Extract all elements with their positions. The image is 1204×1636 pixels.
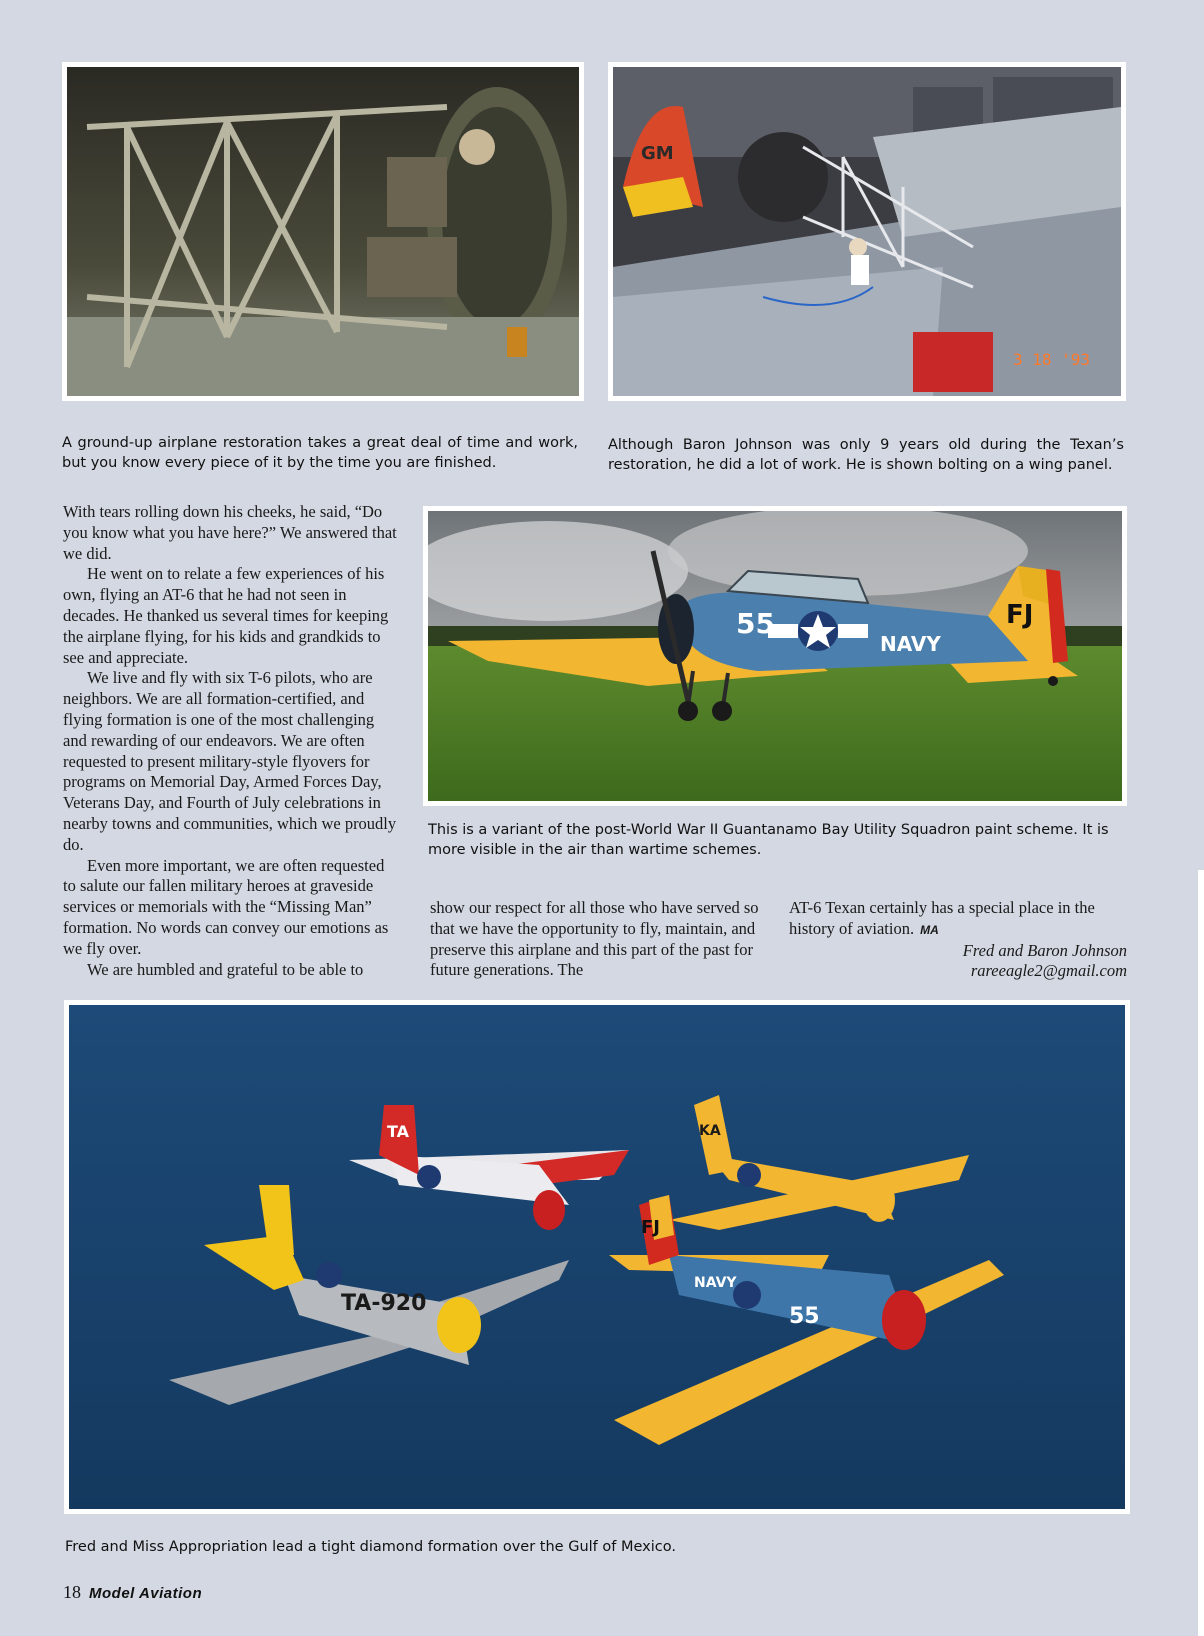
article-column-2: [430, 898, 766, 981]
caption-formation: Fred and Miss Appropriation lead a tight diamond formation over the Gulf of Mexico.: [65, 1539, 676, 1555]
restoration-fuselage-image: [67, 67, 579, 396]
photo-restoration-shop: [608, 62, 1126, 401]
formation-fj-navy: NAVY: [694, 1275, 737, 1291]
article-col1-paragraph: We live and fly with six T-6 pilots, who are neighbors. We are all formation-certified, and flying formation is one of the most challenging and rewarding of our endeavors. We are often requested to present military-style flyovers for programs on Memorial Day, Armed Forces Day, Veterans Day, and Fourth of July celebrations in nearby towns and communities, which we proudly do.: [63, 668, 397, 854]
caption-restoration-fuselage: A ground-up airplane restoration takes a great deal of time and work, but you know every piece of it by the time you are finished.: [62, 435, 578, 471]
navy-texan-number: 55: [736, 607, 775, 640]
photo-restoration-fuselage: [62, 62, 584, 401]
article-col3-paragraph: [789, 898, 1127, 941]
caption-restoration-shop: Although Baron Johnson was only 9 years old during the Texan’s restoration, he did a lot of work. He is shown bolting on a wing panel.: [608, 437, 1124, 473]
article-col2-paragraph: show our respect for all those who have served so that we have the opportunity to fly, maintain, and preserve this airplane and this part of the past for future generations. The: [430, 898, 759, 980]
formation-ka-code: KA: [699, 1123, 721, 1139]
page-number: 18: [63, 1582, 81, 1602]
formation-ta-920-code: TA-920: [341, 1291, 427, 1316]
article-col1-paragraph: With tears rolling down his cheeks, he said, “Do you know what you have here?” We answered that we did.: [63, 502, 397, 563]
article-column-1: [63, 502, 397, 980]
article-column-3: [789, 898, 1127, 982]
article-col1-paragraph: Even more important, we are often requested to salute our fallen military heroes at graveside services or memorials with the “Missing Man” formation. No words can convey our emotions as we fly over.: [63, 855, 389, 958]
svg-text:GM: GM: [641, 143, 674, 164]
restoration-shop-image: [613, 67, 1121, 396]
photo-navy-texan: [423, 506, 1127, 806]
formation-fj-code: FJ: [641, 1217, 660, 1238]
navy-texan-tail-code: FJ: [1006, 600, 1034, 630]
article-author-email[interactable]: rareeagle2@gmail.com: [970, 961, 1127, 981]
navy-texan-image: [428, 511, 1122, 801]
formation-fj-number: 55: [789, 1304, 820, 1329]
formation-image: [69, 1005, 1125, 1509]
article-col1-paragraph: He went on to relate a few experiences of his own, flying an AT-6 that he had not seen in decades. He thanked us several times for keeping the airplane flying, for his kids and grandkids to see and appreciate.: [63, 564, 389, 667]
page-folio: [63, 1582, 202, 1603]
caption-navy-texan: This is a variant of the post-World War II Guantanamo Bay Utility Squadron paint scheme. It is more visible in the air than wartime schemes.: [428, 822, 1109, 858]
article-col3-text: AT-6 Texan certainly has a special place in the history of aviation.: [789, 898, 1095, 938]
article-col1-paragraph: We are humbled and grateful to be able to: [87, 959, 364, 979]
magazine-name: Model Aviation: [89, 1585, 203, 1602]
navy-texan-lettering: NAVY: [880, 632, 941, 656]
article-author: Fred and Baron Johnson: [962, 940, 1127, 960]
photo-formation: [64, 1000, 1130, 1514]
shop-date-stamp: 3 18 '93: [1013, 350, 1091, 369]
end-of-article-mark: MA: [920, 922, 939, 937]
formation-ta-code: TA: [387, 1122, 410, 1141]
page-edge-rule: [1198, 870, 1204, 1636]
